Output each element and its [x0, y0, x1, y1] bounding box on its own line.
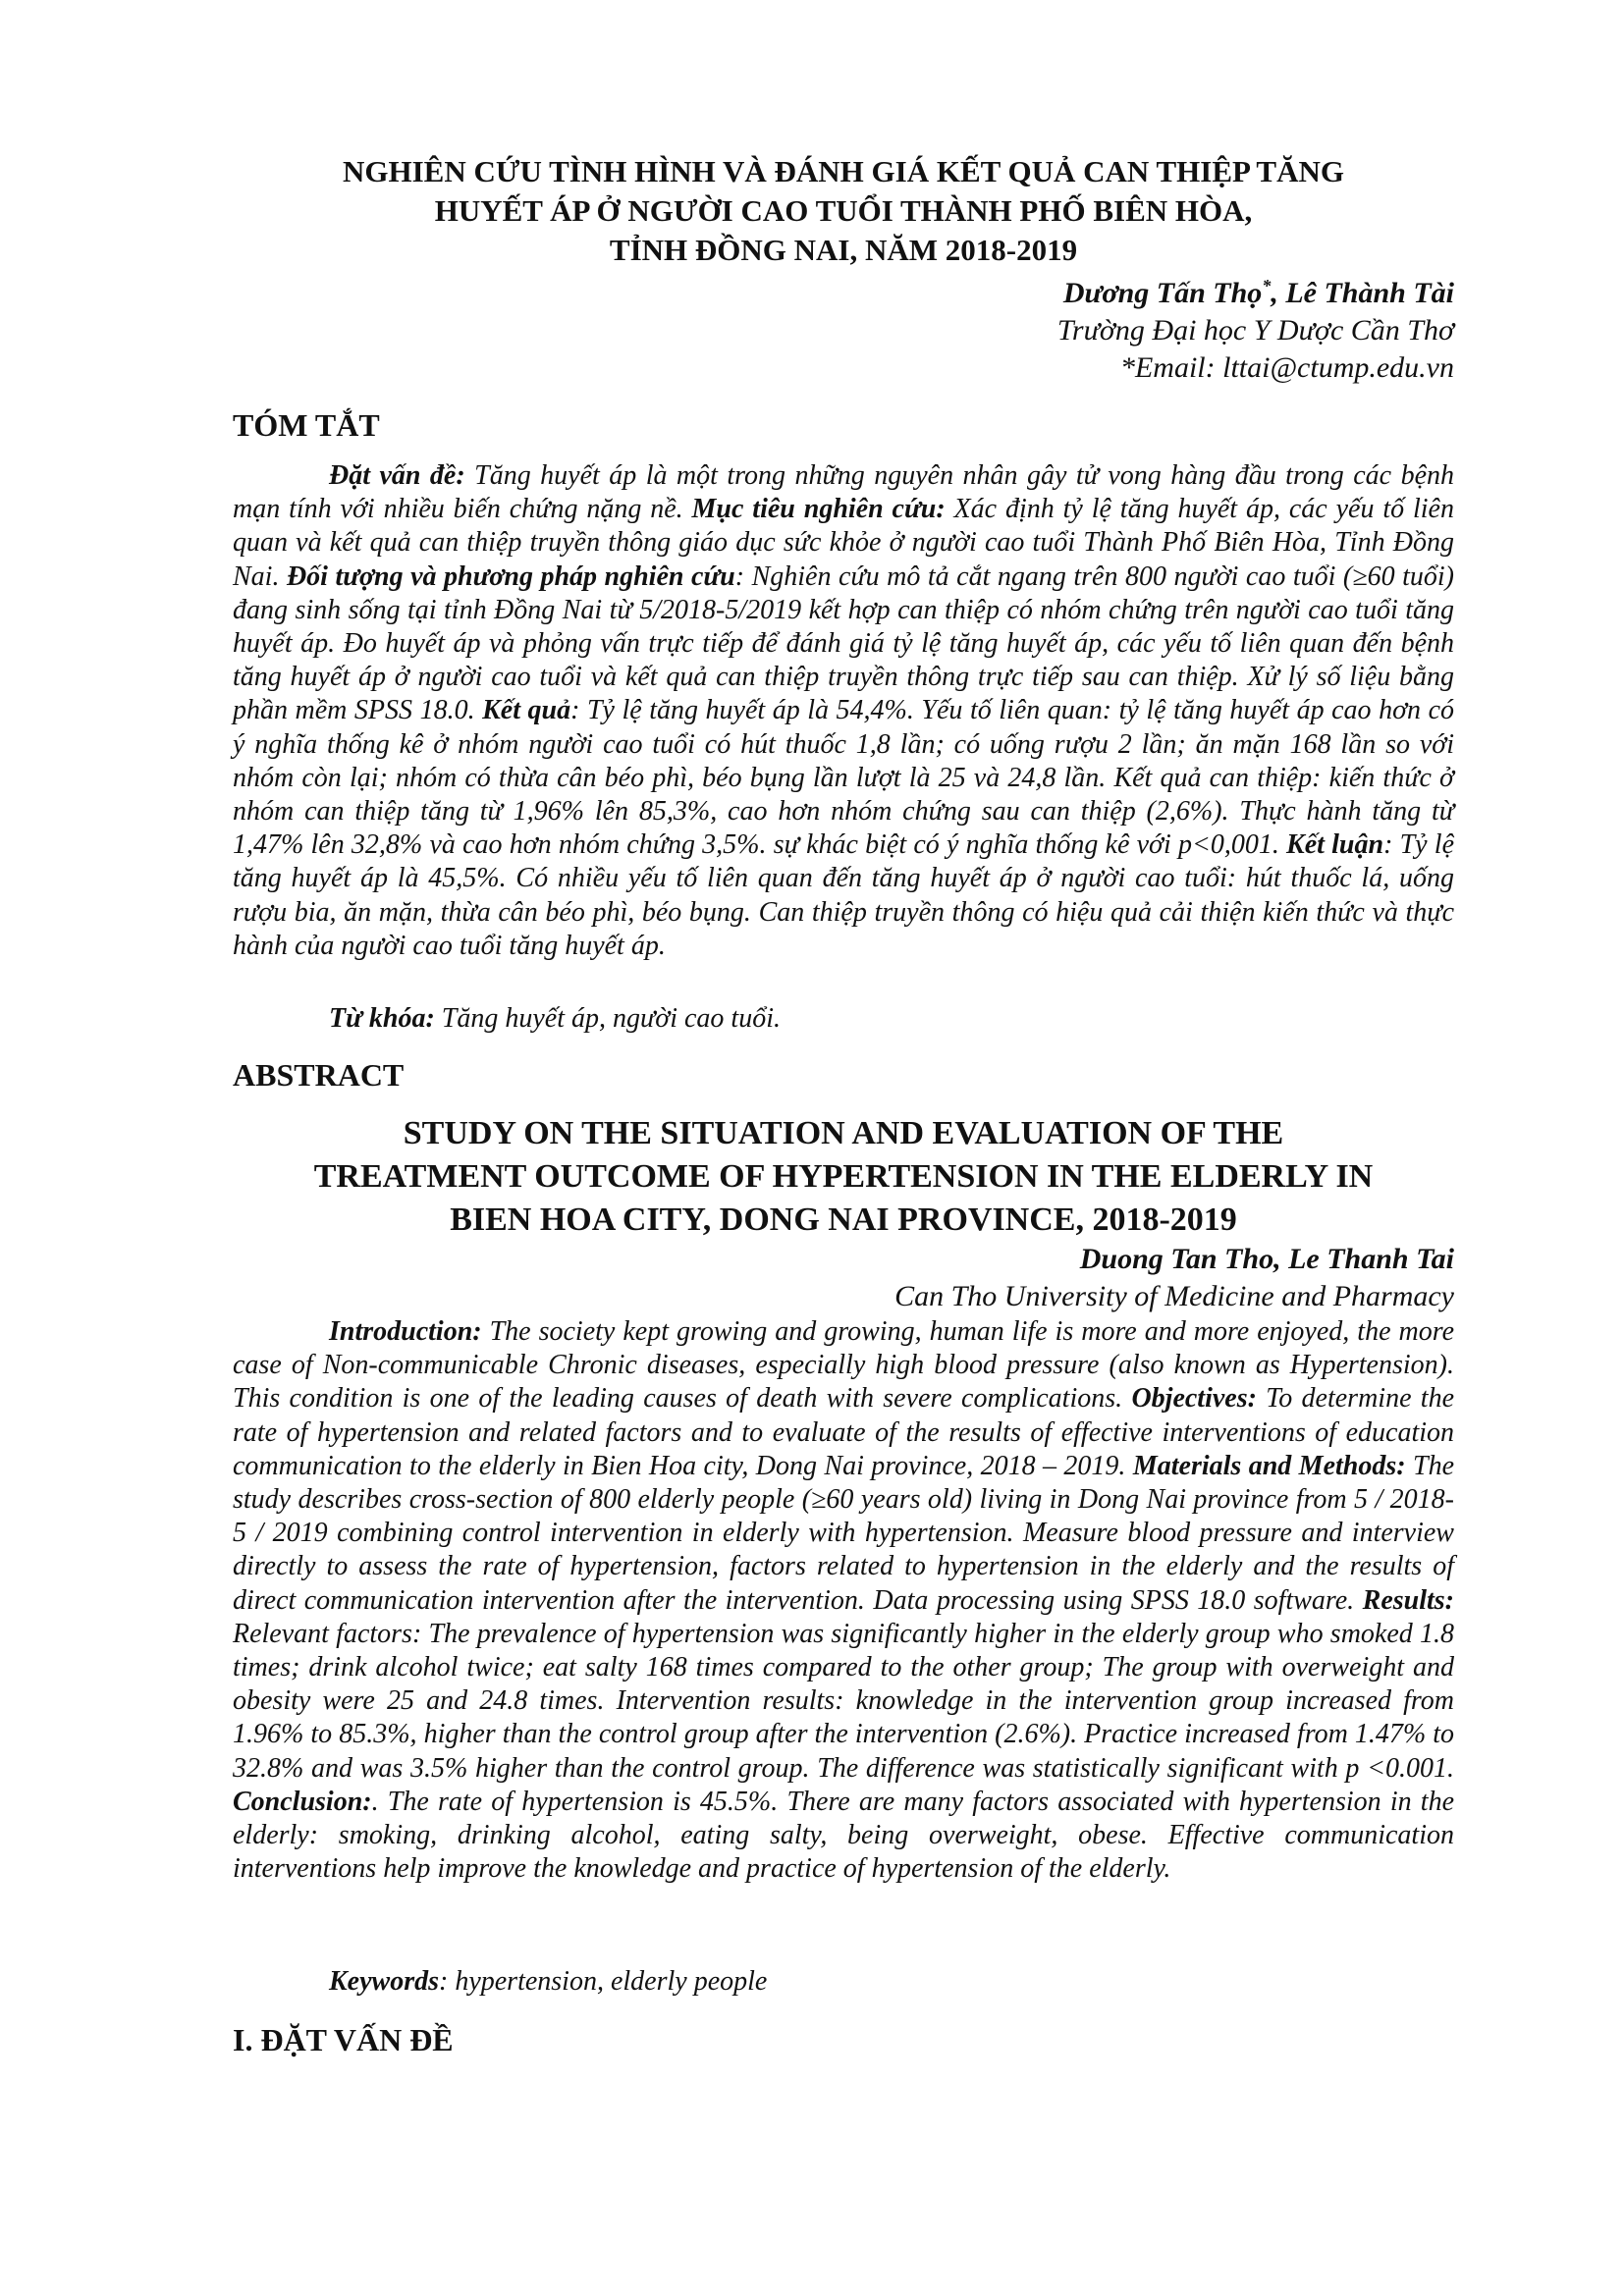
author-2: , Lê Thành Tài [1271, 277, 1454, 309]
english-affiliation: Can Tho University of Medicine and Pharmacy [894, 1280, 1454, 1312]
english-title-line-3: BIEN HOA CITY, DONG NAI PROVINCE, 2018-2019 [450, 1201, 1237, 1238]
en-methods-text: The study describes cross-section of 800 elderly people (≥60 years old) living in Dong Nai province from 5 / 2018-5 / 2019 combining control intervention in elderly with hypertension. Measure blood pressure and interview directly to assess the rate of hypertension, factors related to hypertension in the elderly and the results of direct communication intervention after the intervention. Data processing using SPSS 18.0 software. [233, 1450, 1455, 1616]
abstract-heading: ABSTRACT [233, 1057, 405, 1093]
english-authors: Duong Tan Tho, Le Thanh Tai [1079, 1243, 1454, 1275]
author-1: Dương Tấn Thọ [1062, 277, 1263, 309]
vietnamese-authors [233, 275, 1454, 312]
keywords-text: Tăng huyết áp, người cao tuổi. [434, 1003, 781, 1034]
vietnamese-summary [233, 459, 1454, 963]
en-conclusion-text: . The rate of hypertension is 45.5%. There are many factors associated with hypertension in the elderly: smoking, drinking alcohol, eating salty, being overweight, obese. Effective communication interventions help improve the knowledge and practice of hypertension of the elderly. [233, 1786, 1454, 1885]
corresponding-author-mark: * [1262, 276, 1272, 295]
objectives-label: Mục tiêu nghiên cứu: [691, 494, 946, 525]
english-abstract [233, 1315, 1454, 1886]
english-title-line-2: TREATMENT OUTCOME OF HYPERTENSION IN THE ELDERLY IN [313, 1158, 1374, 1195]
vietnamese-affiliation: Trường Đại học Y Dược Cần Thơ [1056, 314, 1454, 347]
en-results-label: Results: [1362, 1584, 1454, 1616]
en-objectives-label: Objectives: [1131, 1383, 1257, 1415]
introduction-label: Introduction: [329, 1316, 482, 1347]
summary-heading: TÓM TẮT [233, 407, 380, 443]
results-text: : Tỷ lệ tăng huyết áp là 54,4%. Yếu tố liên quan: tỷ lệ tăng huyết áp cao hơn có ý nghĩa thống kê ở nhóm người cao tuổi có hút thuốc 1,8 lần; có uống rượu 2 lần; ăn mặn 168 lần so với nhóm còn lại; nhóm có thừa cân béo phì, béo bụng lần lượt là 25 và 24,8 lần. Kết quả can thiệp: kiến thức ở nhóm can thiệp tăng từ 1,96% lên 85,3%, cao hơn nhóm chứng sau can thiệp (2,6%). Thực hành tăng từ 1,47% lên 32,8% và cao hơn nhóm chứng 3,5%. sự khác biệt có ý nghĩa thống kê với p<0,001. [233, 695, 1454, 861]
keywords-label: Từ khóa: [329, 1003, 435, 1034]
section-1-heading: I. ĐẶT VẤN ĐỀ [233, 2022, 454, 2057]
vietnamese-title-line-3: TỈNH ĐỒNG NAI, NĂM 2018-2019 [609, 233, 1078, 267]
conclusion-label: Kết luận [1286, 829, 1384, 861]
introduction-text: The society kept growing and growing, human life is more and more enjoyed, the more case of Non-communicable Chronic diseases, especially high blood pressure (also known as Hypertension). This condition is one of the leading causes of death with severe complications. [233, 1316, 1454, 1415]
methods-label: Đối tượng và phương pháp nghiên cứu [286, 561, 735, 592]
en-objectives-text: To determine the rate of hypertension and related factors and to evaluate of the results of effective interventions of education communication to the elderly in Bien Hoa city, Dong Nai province, 2018 – 2019. [233, 1383, 1455, 1481]
methods-text: : Nghiên cứu mô tả cắt ngang trên 800 người cao tuổi (≥60 tuổi) đang sinh sống tại tỉnh Đồng Nai từ 5/2018-5/2019 kết hợp can thiệp có nhóm chứng trên người cao tuổi tăng huyết áp. Đo huyết áp và phỏng vấn trực tiếp để đánh giá tỷ lệ tăng huyết áp, các yếu tố liên quan đến bệnh tăng huyết áp ở người cao tuổi và kết quả can thiệp truyền thông trực tiếp sau can thiệp. Xử lý số liệu bằng phần mềm SPSS 18.0. [233, 561, 1454, 726]
vietnamese-title-line-1: NGHIÊN CỨU TÌNH HÌNH VÀ ĐÁNH GIÁ KẾT QUẢ CAN THIỆP TĂNG [342, 154, 1344, 188]
en-conclusion-label: Conclusion: [233, 1786, 372, 1817]
en-results-text: Relevant factors: The prevalence of hypertension was significantly higher in the elderly group who smoked 1.8 times; drink alcohol twice; eat salty 168 times compared to the other group; The group with overweight and obesity were 25 and 24.8 times. Intervention results: knowledge in the intervention group increased from 1.96% to 85.3%, higher than the control group after the intervention (2.6%). Practice increased from 1.47% to 32.8% and was 3.5% higher than the control group. The difference was statistically significant with p <0.001. [233, 1618, 1454, 1784]
english-title-line-1: STUDY ON THE SITUATION AND EVALUATION OF THE [403, 1115, 1284, 1151]
vietnamese-title-line-2: HUYẾT ÁP Ở NGƯỜI CAO TUỔI THÀNH PHỐ BIÊN HÒA, [434, 193, 1253, 228]
en-keywords-label: Keywords [329, 1966, 439, 1997]
background-label: Đặt vấn đề: [329, 460, 465, 491]
english-keywords [329, 1965, 767, 1999]
en-methods-label: Materials and Methods: [1132, 1450, 1406, 1481]
en-keywords-text: : hypertension, elderly people [439, 1966, 768, 1997]
results-label: Kết quả [482, 695, 571, 726]
background-text: Tăng huyết áp là một trong những nguyên nhân gây tử vong hàng đầu trong các bệnh mạn tính với nhiều biến chứng nặng nề. [233, 460, 1454, 525]
objectives-text: Xác định tỷ lệ tăng huyết áp, các yếu tố liên quan và kết quả can thiệp truyền thông giáo dục sức khỏe ở người cao tuổi Thành Phố Biên Hòa, Tỉnh Đồng Nai. [233, 494, 1454, 592]
corresponding-email: *Email: lttai@ctump.edu.vn [1119, 351, 1454, 384]
conclusion-text: : Tỷ lệ tăng huyết áp là 45,5%. Có nhiều yếu tố liên quan đến tăng huyết áp ở người cao tuổi: hút thuốc lá, uống rượu bia, ăn mặn, thừa cân béo phì, béo bụng. Can thiệp truyền thông có hiệu quả cải thiện kiến thức và thực hành của người cao tuổi tăng huyết áp. [233, 829, 1454, 961]
vietnamese-keywords [329, 1002, 781, 1036]
vietnamese-title [233, 152, 1454, 270]
english-title [233, 1112, 1454, 1242]
